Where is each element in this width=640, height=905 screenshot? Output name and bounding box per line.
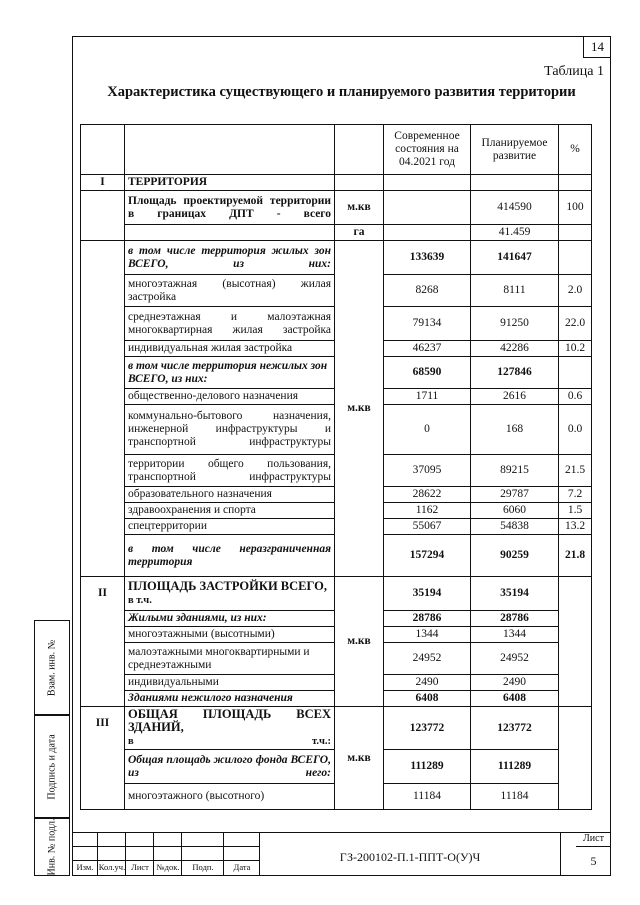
row-planned: 414590 <box>471 191 559 225</box>
row-planned: 6060 <box>471 503 559 519</box>
row-current: 68590 <box>384 357 471 389</box>
section-title-main: ПЛОЩАДЬ ЗАСТРОЙКИ ВСЕГО, <box>128 579 327 593</box>
row-current: 0 <box>384 405 471 455</box>
unit-cell: м.кв <box>335 241 384 577</box>
row-planned: 168 <box>471 405 559 455</box>
header-unit <box>335 125 384 175</box>
section-title <box>125 577 335 611</box>
side-stamp-inv-podl: Инв. № подл. <box>34 818 70 876</box>
row-planned: 141647 <box>471 241 559 275</box>
row-current: 1162 <box>384 503 471 519</box>
row-name: Жилыми зданиями, из них: <box>125 611 335 627</box>
row-current: 2490 <box>384 675 471 691</box>
row-name: среднеэтажная и малоэтажная многоквартирная жилая застройка <box>125 307 335 341</box>
row-percent: 21.5 <box>559 455 592 487</box>
header-name <box>125 125 335 175</box>
row-name: малоэтажными многоквартирными и среднеэтажными <box>125 643 335 675</box>
title-block <box>72 832 611 876</box>
row-planned: 2490 <box>471 675 559 691</box>
row-percent: 1.5 <box>559 503 592 519</box>
stamp-izm: Изм. <box>76 862 94 872</box>
row-current: 55067 <box>384 519 471 535</box>
header-current: Современное состояния на 04.2021 год <box>384 125 471 175</box>
section-number: III <box>81 707 125 810</box>
row-planned: 89215 <box>471 455 559 487</box>
row-name: Площадь проектируемой территории в границах ДПТ - всего <box>125 191 335 225</box>
row-name: многоэтажная (высотная) жилая застройка <box>125 275 335 307</box>
row-name: многоэтажного (высотного) <box>125 784 335 810</box>
stamp-list-label: Лист <box>583 833 604 844</box>
row-planned: 8111 <box>471 275 559 307</box>
unit-cell: м.кв <box>335 577 384 707</box>
row-current: 111289 <box>384 750 471 784</box>
section-title: ТЕРРИТОРИЯ <box>125 175 335 191</box>
row-name: спецтерритории <box>125 519 335 535</box>
row-planned: 123772 <box>471 707 559 750</box>
document-title: Характеристика существующего и планируемого развития территории <box>107 84 576 100</box>
row-planned: 41.459 <box>471 225 559 241</box>
row-current: 11184 <box>384 784 471 810</box>
row-name: в том числе территория нежилых зон ВСЕГО, из них: <box>125 357 335 389</box>
row-planned: 28786 <box>471 611 559 627</box>
row-current: 157294 <box>384 535 471 577</box>
page-number: 14 <box>583 36 611 58</box>
header-percent: % <box>559 125 592 175</box>
row-name: общественно-делового назначения <box>125 389 335 405</box>
section-title-suffix: в т.ч. <box>128 595 152 606</box>
row-percent: 0.0 <box>559 405 592 455</box>
unit-cell: м.кв <box>335 707 384 810</box>
row-current: 6408 <box>384 691 471 707</box>
row-current: 46237 <box>384 341 471 357</box>
stamp-koluch: Кол.уч. <box>98 862 126 872</box>
row-current: 1711 <box>384 389 471 405</box>
row-planned: 54838 <box>471 519 559 535</box>
table-row <box>81 175 592 191</box>
side-stamp-signature: Подпись и дата <box>34 715 70 818</box>
row-percent: 7.2 <box>559 487 592 503</box>
row-planned: 1344 <box>471 627 559 643</box>
row-planned: 91250 <box>471 307 559 341</box>
table-header-row <box>81 125 592 175</box>
row-current: 28622 <box>384 487 471 503</box>
stamp-data: Дата <box>233 862 251 872</box>
row-planned: 2616 <box>471 389 559 405</box>
document-code: ГЗ-200102-П.1-ППТ-О(У)Ч <box>339 850 481 864</box>
row-current: 8268 <box>384 275 471 307</box>
row-name: образовательного назначения <box>125 487 335 503</box>
row-name: в том числе территория жилых зон ВСЕГО, из них: <box>125 241 335 275</box>
table-row <box>81 577 592 611</box>
row-percent: 21.8 <box>559 535 592 577</box>
row-planned: 29787 <box>471 487 559 503</box>
row-planned: 90259 <box>471 535 559 577</box>
section-title-main: ОБЩАЯ ПЛОЩАДЬ ВСЕХ ЗДАНИЙ, <box>128 707 331 734</box>
row-name: здравоохранения и спорта <box>125 503 335 519</box>
section-number: I <box>81 175 125 191</box>
row-planned: 24952 <box>471 643 559 675</box>
row-planned: 35194 <box>471 577 559 611</box>
row-current: 133639 <box>384 241 471 275</box>
stamp-podp: Подп. <box>192 862 214 872</box>
row-planned: 6408 <box>471 691 559 707</box>
row-name: Общая площадь жилого фонда ВСЕГО, из него: <box>125 750 335 784</box>
row-current: 37095 <box>384 455 471 487</box>
row-name: в том числе неразграниченная территория <box>125 535 335 577</box>
row-planned: 111289 <box>471 750 559 784</box>
row-current: 24952 <box>384 643 471 675</box>
row-unit: м.кв <box>335 191 384 225</box>
row-current: 35194 <box>384 577 471 611</box>
row-percent: 22.0 <box>559 307 592 341</box>
stamp-ndok: №док. <box>156 862 180 872</box>
row-current: 1344 <box>384 627 471 643</box>
row-name: Зданиями нежилого назначения <box>125 691 335 707</box>
row-name: индивидуальными <box>125 675 335 691</box>
section-title-suffix: в т.ч.: <box>128 736 331 747</box>
row-percent: 2.0 <box>559 275 592 307</box>
table-row <box>81 225 592 241</box>
row-name: многоэтажными (высотными) <box>125 627 335 643</box>
table-label: Таблица 1 <box>544 64 604 79</box>
row-percent: 0.6 <box>559 389 592 405</box>
stamp-list: Лист <box>131 862 149 872</box>
characteristics-table <box>80 124 592 810</box>
table-row <box>81 707 592 750</box>
row-current: 123772 <box>384 707 471 750</box>
stamp-list-number: 5 <box>590 854 597 868</box>
side-stamp-inv-vzam: Взам. инв. № <box>34 620 70 715</box>
header-num <box>81 125 125 175</box>
row-percent: 10.2 <box>559 341 592 357</box>
row-current: 28786 <box>384 611 471 627</box>
section-title <box>125 707 335 750</box>
row-planned: 127846 <box>471 357 559 389</box>
row-name: территории общего пользования, транспортной инфраструктуры <box>125 455 335 487</box>
row-name: индивидуальная жилая застройка <box>125 341 335 357</box>
table-row <box>81 191 592 225</box>
table-row <box>81 241 592 275</box>
row-unit: га <box>335 225 384 241</box>
section-number: II <box>81 577 125 707</box>
row-percent: 100 <box>559 191 592 225</box>
header-planned: Планируемое развитие <box>471 125 559 175</box>
row-percent: 13.2 <box>559 519 592 535</box>
row-name: коммунально-бытового назначения, инженерной инфраструктуры и транспортной инфраструктуры <box>125 405 335 455</box>
row-planned: 11184 <box>471 784 559 810</box>
row-planned: 42286 <box>471 341 559 357</box>
row-current: 79134 <box>384 307 471 341</box>
